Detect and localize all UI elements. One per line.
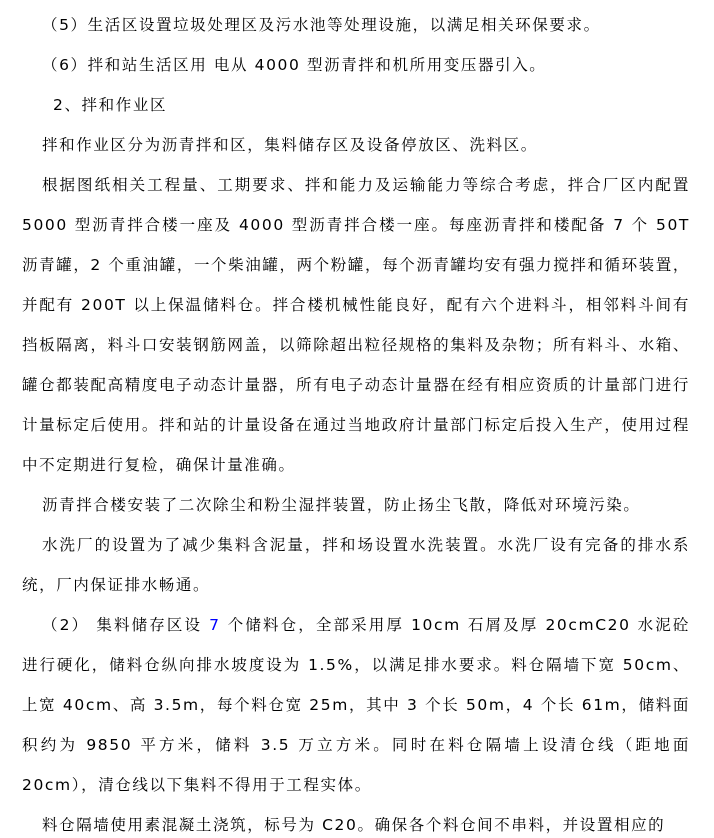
document-body xyxy=(22,5,697,838)
item-5-waste-treatment xyxy=(22,5,690,45)
item-6-power-supply xyxy=(22,45,690,85)
text-segment: 沥青拌合楼安装了二次除尘和粉尘湿拌装置，防止扬尘飞散，降低对环境污染。 xyxy=(42,496,641,514)
text-segment: 个储料仓，全部采用厚 10cm 石屑及厚 20cmC20 水泥砼进行硬化，储料仓纵向排水坡度设为 1.5%，以满足排水要求。料仓隔墙下宽 50cm、上宽 40cm、高 3.5m，每个料仓宽 25m，其中 3 个长 50m，4 个长 61m，储料面积约为 9850 平方米，储料 3.5 万立方米。同时在料仓隔墙上设清仓线（距地面 20cm），清仓线以下集料不得用于工程实体。 xyxy=(22,616,697,794)
heading-mixing-work-area xyxy=(22,85,690,125)
para-zone-division xyxy=(22,125,690,165)
text-segment: 拌和作业区分为沥青拌和区，集料储存区及设备停放区、洗料区。 xyxy=(42,136,538,154)
para-bin-partition-walls xyxy=(22,805,690,838)
text-segment: （2） 集料储存区设 xyxy=(42,616,210,634)
text-segment: 水洗厂的设置为了减少集料含泥量，拌和场设置水洗装置。水洗厂设有完备的排水系统，厂内保证排水畅通。 xyxy=(22,536,690,594)
para-mixing-plant-configuration xyxy=(22,165,697,485)
para-dust-control xyxy=(22,485,690,525)
text-segment: 根据图纸相关工程量、工期要求、拌和能力及运输能力等综合考虑，拌合厂区内配置 5000 型沥青拌合楼一座及 4000 型沥青拌合楼一座。每座沥青拌和楼配备 7 个 50T 沥青罐，2 个重油罐，一个柴油罐，两个粉罐，每个沥青罐均安有强力搅拌和循环装置，并配有 200T 以上保温储料仓。拌合楼机械性能良好，配有六个进料斗，相邻料斗间有挡板隔离，料斗口安装钢筋网盖，以筛除超出粒径规格的集料及杂物；所有料斗、水箱、罐仓都装配高精度电子动态计量器，所有电子动态计量器在经有相应资质的计量部门进行计量标定后使用。拌和站的计量设备在通过当地政府计量部门标定后投入生产，使用过程中不定期进行复检，确保计量准确。 xyxy=(22,176,697,474)
text-segment: 2、拌和作业区 xyxy=(53,96,168,114)
para-washing-plant xyxy=(22,525,690,605)
text-segment-highlight: 7 xyxy=(209,616,221,634)
text-segment: （5）生活区设置垃圾处理区及污水池等处理设施，以满足相关环保要求。 xyxy=(42,16,601,34)
text-segment: （6）拌和站生活区用 电从 4000 型沥青拌和机所用变压器引入。 xyxy=(42,56,547,74)
text-segment: 料仓隔墙使用素混凝土浇筑，标号为 C20。确保各个料仓间不串料，并设置相应的 xyxy=(42,816,666,834)
item-2-aggregate-storage-area xyxy=(22,605,697,805)
